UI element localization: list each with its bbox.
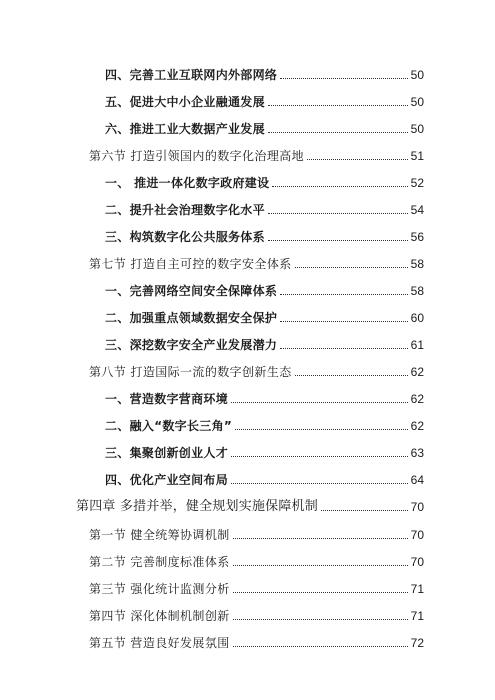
- toc-entry-label: 二、加强重点领域数据安全保护: [105, 311, 278, 325]
- toc-entry-page: 58: [410, 257, 424, 271]
- toc-entry-label: 第四章 多措并举，健全规划实施保障机制: [76, 499, 318, 514]
- toc-entry-page: 71: [410, 582, 424, 596]
- toc-entry-label: 第八节 打造国际一流的数字创新生态: [89, 365, 292, 379]
- dot-leader: [231, 402, 408, 403]
- toc-entry-page: 61: [410, 338, 424, 352]
- dot-leader: [268, 105, 408, 106]
- toc-entry-page: 56: [410, 230, 424, 244]
- toc-entry-label: 一、 推进一体化数字政府建设: [105, 176, 270, 190]
- toc-entry-label: 第二节 完善制度标准体系: [89, 555, 230, 569]
- toc-entry-label: 一、完善网络空间安全保障体系: [105, 284, 278, 298]
- toc-entry-page: 50: [410, 95, 424, 109]
- dot-leader: [233, 538, 408, 539]
- dot-leader: [295, 267, 408, 268]
- toc-entry-label: 六、推进工业大数据产业发展: [105, 122, 265, 136]
- dot-leader: [295, 375, 408, 376]
- toc-entry-label: 五、促进大中小企业融通发展: [105, 95, 265, 109]
- toc-entry-label: 二、融入“数字长三角”: [105, 419, 233, 433]
- toc-entry[interactable]: [0, 575, 424, 597]
- toc-entry-page: 51: [410, 149, 424, 163]
- toc-entry-page: 50: [410, 122, 424, 136]
- toc-entry-label: 四、完善工业互联网内外部网络: [105, 68, 278, 82]
- toc-entry-page: 71: [410, 609, 424, 623]
- dot-leader: [231, 456, 408, 457]
- toc-entry[interactable]: [0, 169, 424, 191]
- toc-entry-page: 62: [410, 392, 424, 406]
- toc-chapter-entry[interactable]: [0, 493, 424, 515]
- toc-entry-page: 62: [410, 365, 424, 379]
- toc-entry-page: 72: [410, 636, 424, 650]
- dot-leader: [280, 294, 407, 295]
- toc-entry[interactable]: [0, 602, 424, 624]
- toc-entry-page: 64: [410, 473, 424, 487]
- dot-leader: [233, 565, 408, 566]
- dot-leader: [272, 186, 407, 187]
- toc-entry[interactable]: [0, 304, 424, 326]
- toc-entry-label: 第三节 强化统计监测分析: [89, 582, 230, 596]
- toc-entry-label: 第一节 健全统筹协调机制: [89, 528, 230, 542]
- toc-entry-page: 70: [410, 555, 424, 569]
- toc-entry-label: 第六节 打造引领国内的数字化治理高地: [89, 149, 305, 163]
- dot-leader: [268, 213, 408, 214]
- toc-entry-label: 二、提升社会治理数字化水平: [105, 203, 265, 217]
- toc-entry-page: 62: [410, 419, 424, 433]
- dot-leader: [233, 592, 408, 593]
- toc-entry[interactable]: [0, 196, 424, 218]
- toc-entry[interactable]: [0, 548, 424, 570]
- toc-entry[interactable]: [0, 61, 424, 83]
- dot-leader: [307, 159, 408, 160]
- toc-entry-label: 一、营造数字营商环境: [105, 392, 229, 406]
- toc-entry-label: 第七节 打造自主可控的数字安全体系: [89, 257, 292, 271]
- toc-entry[interactable]: [0, 412, 424, 434]
- toc-entry[interactable]: [0, 385, 424, 407]
- dot-leader: [235, 429, 408, 430]
- toc-entry-label: 第五节 营造良好发展氛围: [89, 636, 230, 650]
- toc-entry-page: 50: [410, 68, 424, 82]
- toc-entry[interactable]: [0, 466, 424, 488]
- toc-entry-page: 70: [410, 528, 424, 542]
- toc-entry-page: 58: [410, 284, 424, 298]
- toc-entry-label: 三、集聚创新创业人才: [105, 446, 229, 460]
- toc-entry-page: 63: [410, 446, 424, 460]
- toc-entry[interactable]: [0, 115, 424, 137]
- toc-entry-page: 52: [410, 176, 424, 190]
- dot-leader: [268, 240, 408, 241]
- toc-entry[interactable]: [0, 277, 424, 299]
- toc-entry[interactable]: [0, 142, 424, 164]
- dot-leader: [280, 348, 407, 349]
- toc-entry-page: 54: [410, 203, 424, 217]
- dot-leader: [233, 646, 408, 647]
- toc-entry[interactable]: [0, 250, 424, 272]
- toc-entry[interactable]: [0, 358, 424, 380]
- dot-leader: [280, 78, 407, 79]
- toc-entry-page: 60: [410, 311, 424, 325]
- dot-leader: [233, 619, 408, 620]
- toc-entry[interactable]: [0, 521, 424, 543]
- dot-leader: [321, 510, 408, 511]
- toc-entry-label: 四、优化产业空间布局: [105, 473, 229, 487]
- dot-leader: [280, 321, 407, 322]
- toc-entry-label: 三、构筑数字化公共服务体系: [105, 230, 265, 244]
- toc-entry[interactable]: [0, 629, 424, 651]
- dot-leader: [231, 483, 408, 484]
- toc-entry-page: 70: [410, 500, 424, 514]
- toc-entry[interactable]: [0, 223, 424, 245]
- toc-entry-label: 第四节 深化体制机制创新: [89, 609, 230, 623]
- toc-entry[interactable]: [0, 88, 424, 110]
- toc-entry-label: 三、深挖数字安全产业发展潜力: [105, 338, 278, 352]
- toc-entry[interactable]: [0, 439, 424, 461]
- toc-entry[interactable]: [0, 331, 424, 353]
- dot-leader: [268, 132, 408, 133]
